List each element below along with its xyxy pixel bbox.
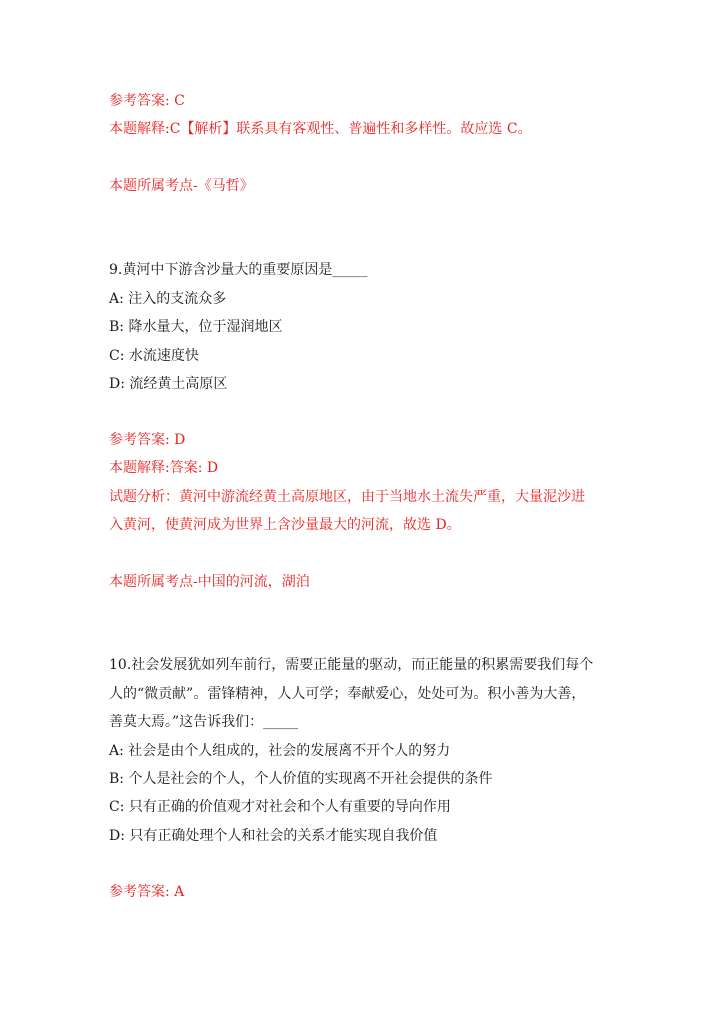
q8-explanation: 本题解释:C【解析】联系具有客观性、普遍性和多样性。故应选 C。 — [109, 121, 532, 137]
q9-analysis-line-1: 试题分析：黄河中游流经黄土高原地区，由于当地水土流失严重，大量泥沙进 — [109, 489, 585, 505]
q9-answer: 参考答案: D — [109, 432, 186, 448]
q9-option-c: C: 水流速度快 — [109, 348, 199, 364]
q9-option-d: D: 流经黄土高原区 — [109, 376, 228, 392]
q10-option-c: C: 只有正确的价值观才对社会和个人有重要的导向作用 — [109, 799, 451, 815]
q9-analysis-line-2: 入黄河，使黄河成为世界上含沙量最大的河流，故选 D。 — [109, 517, 461, 533]
q10-option-d: D: 只有正确处理个人和社会的关系才能实现自我价值 — [109, 828, 438, 844]
q10-question-line-1: 10.社会发展犹如列车前行，需要正能量的驱动，而正能量的积累需要我们每个 — [109, 657, 594, 673]
q10-option-b: B: 个人是社会的个人，个人价值的实现离不开社会提供的条件 — [109, 771, 493, 787]
q9-option-b: B: 降水量大，位于湿润地区 — [109, 319, 283, 335]
q9-question-text: 9.黄河中下游含沙量大的重要原因是 — [109, 262, 333, 278]
q9-explanation: 本题解释:答案: D — [109, 460, 219, 476]
q8-knowledge-point: 本题所属考点-《马哲》 — [109, 178, 254, 194]
q10-question-line-2: 人的“微贡献”。雷锋精神，人人可学；奉献爱心，处处可为。积小善为大善， — [109, 686, 586, 702]
q10-answer: 参考答案: A — [109, 884, 185, 900]
q8-answer: 参考答案: C — [109, 93, 185, 109]
q10-answer-blank: _____ — [263, 714, 299, 730]
q9-knowledge-point: 本题所属考点-中国的河流，湖泊 — [109, 574, 310, 590]
q10-question-line-3 — [109, 712, 298, 732]
q10-question-text: 善莫大焉。”这告诉我们： — [109, 714, 264, 730]
q9-question — [109, 260, 367, 280]
q10-option-a: A: 社会是由个人组成的，社会的发展离不开个人的努力 — [109, 743, 451, 759]
q9-option-a: A: 注入的支流众多 — [109, 291, 227, 307]
q9-answer-blank: _____ — [332, 262, 368, 278]
